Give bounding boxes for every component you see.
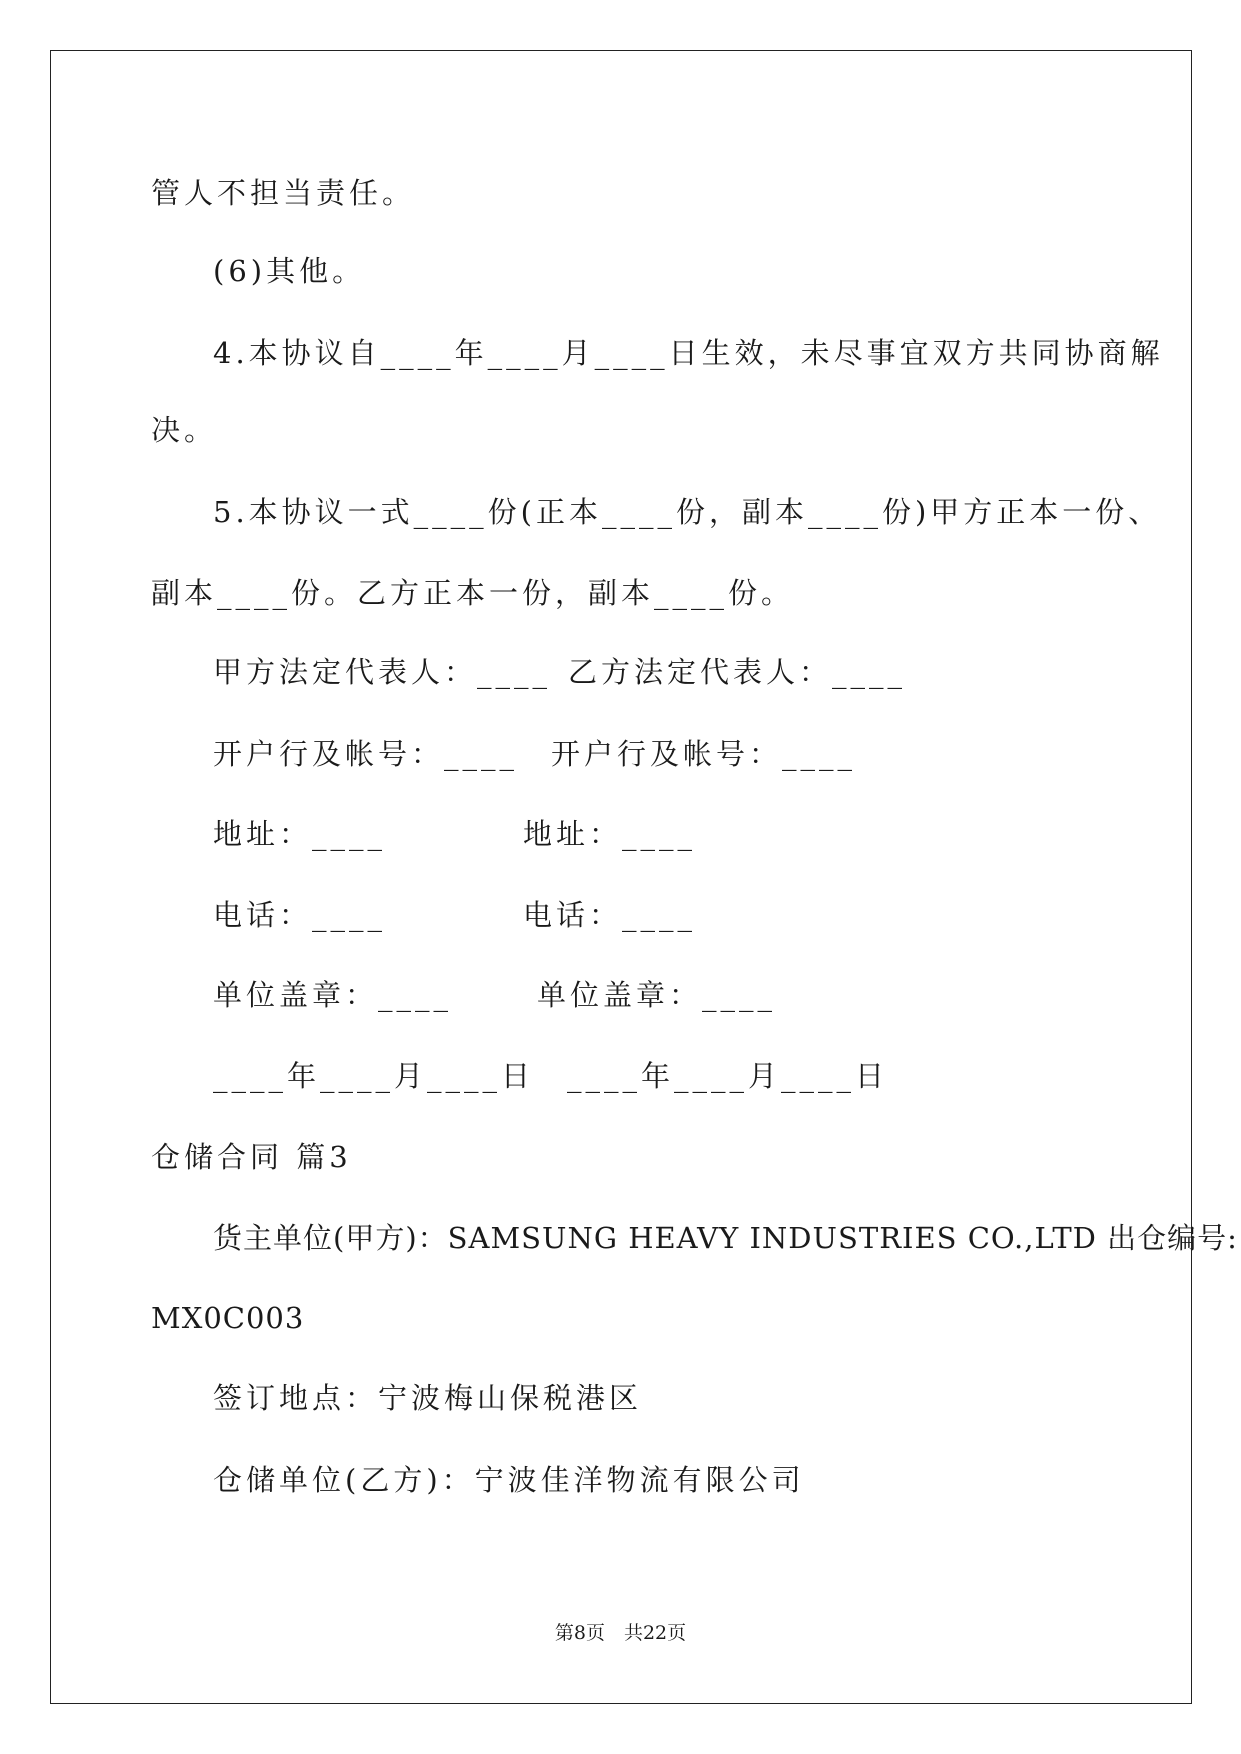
party-b-address: 地址：____ [523, 817, 697, 851]
text-line-1: 管人不担当责任。 [151, 176, 416, 210]
page-footer: 第8页 共22页 [554, 1622, 687, 1644]
text-line-3: 4.本协议自____年____月____日生效，未尽事宜双方共同协商解 [213, 336, 1164, 370]
text-line-6: 副本____份。乙方正本一份，副本____份。 [151, 576, 795, 610]
cargo-owner: 货主单位(甲方)：SAMSUNG HEAVY INDUSTRIES CO.,LTD 出仓编号: [213, 1221, 1238, 1255]
party-b-date: ____年____月____日 [567, 1059, 889, 1093]
party-b-bank-account: 开户行及帐号：____ [551, 737, 857, 771]
storage-company: 仓储单位(乙方)：宁波佳洋物流有限公司 [213, 1463, 805, 1497]
signing-place: 签订地点：宁波梅山保税港区 [213, 1381, 643, 1415]
section-title: 仓储合同 篇3 [151, 1140, 352, 1174]
text-line-2: (6)其他。 [213, 254, 366, 288]
party-a-date: ____年____月____日 [213, 1059, 535, 1093]
party-b-phone: 电话：____ [523, 898, 697, 932]
party-b-seal: 单位盖章：____ [537, 978, 777, 1012]
page-border [50, 50, 1192, 1704]
party-b-representative: 乙方法定代表人：____ [568, 655, 907, 689]
release-number: MX0C003 [151, 1301, 305, 1335]
party-a-phone: 电话：____ [213, 898, 387, 932]
party-a-address: 地址：____ [213, 817, 387, 851]
party-a-bank-account: 开户行及帐号：____ [213, 737, 519, 771]
text-line-5: 5.本协议一式____份(正本____份，副本____份)甲方正本一份、 [213, 495, 1162, 529]
party-a-representative: 甲方法定代表人：____ [213, 655, 552, 689]
party-a-seal: 单位盖章：____ [213, 978, 453, 1012]
text-line-4: 决。 [151, 413, 218, 447]
